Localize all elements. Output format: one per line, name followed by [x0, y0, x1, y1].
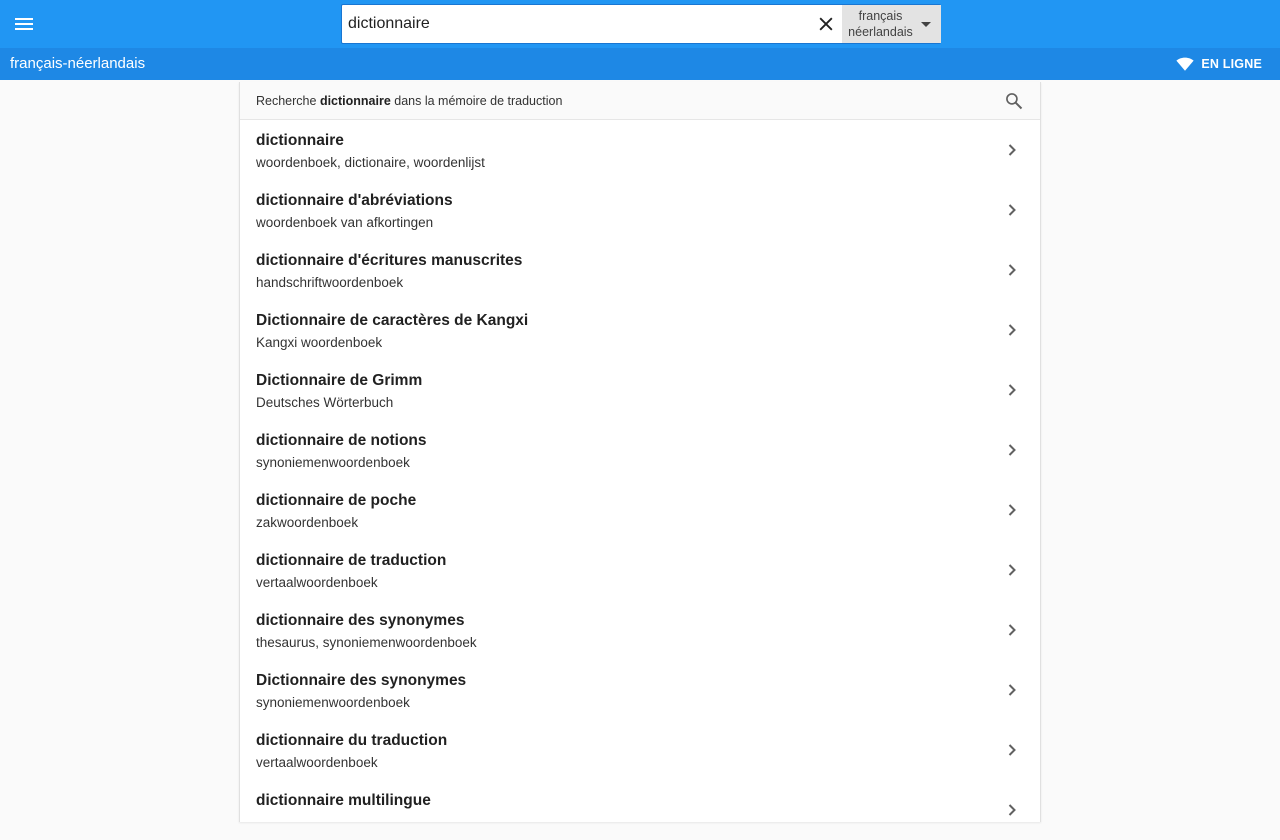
tm-suffix: dans la mémoire de traduction — [394, 94, 563, 108]
chevron-right-icon — [1002, 500, 1022, 520]
translation-memory-search[interactable] — [240, 82, 1040, 120]
chevron-right-icon — [1002, 260, 1022, 280]
tm-term: dictionnaire — [319, 94, 391, 108]
result-translation: Kangxi woordenboek — [256, 335, 383, 350]
result-item[interactable] — [240, 180, 1040, 240]
chevron-right-icon — [1002, 680, 1022, 700]
result-item[interactable] — [240, 420, 1040, 480]
result-item[interactable] — [240, 600, 1040, 660]
chevron-right-icon — [1002, 740, 1022, 760]
menu-icon — [12, 12, 36, 36]
result-translation: synoniemenwoordenboek — [256, 695, 410, 710]
dictionary-bar — [0, 48, 1280, 80]
chevron-right-icon — [1002, 200, 1022, 220]
menu-button[interactable] — [0, 0, 48, 48]
result-term: dictionnaire du traduction — [256, 732, 448, 749]
result-item[interactable] — [240, 660, 1040, 720]
result-term: dictionnaire de poche — [256, 492, 417, 509]
result-term: dictionnaire multilingue — [256, 792, 431, 809]
online-status-label: EN LIGNE — [1201, 57, 1262, 71]
source-language: français — [858, 9, 903, 23]
target-language: néerlandais — [848, 25, 913, 39]
result-term: dictionnaire de traduction — [256, 552, 447, 569]
result-term: dictionnaire d'écritures manuscrites — [256, 252, 523, 269]
clear-search-button[interactable] — [810, 5, 842, 43]
result-item[interactable] — [240, 240, 1040, 300]
chevron-right-icon — [1002, 140, 1022, 160]
result-item[interactable] — [240, 780, 1040, 840]
result-item[interactable] — [240, 540, 1040, 600]
close-icon — [816, 14, 836, 34]
result-term: dictionnaire — [256, 132, 344, 149]
chevron-right-icon — [1002, 320, 1022, 340]
language-pair-select[interactable] — [842, 5, 941, 43]
chevron-right-icon — [1002, 380, 1022, 400]
result-term: dictionnaire de notions — [256, 432, 427, 449]
result-translation: synoniemenwoordenboek — [256, 455, 410, 470]
chevron-right-icon — [1002, 440, 1022, 460]
app-bar — [0, 0, 1280, 48]
wifi-icon — [1176, 55, 1194, 73]
result-term: Dictionnaire de caractères de Kangxi — [256, 312, 529, 329]
dictionary-title: français-néerlandais — [10, 55, 146, 72]
result-item[interactable] — [240, 120, 1040, 180]
result-item[interactable] — [240, 480, 1040, 540]
result-item[interactable] — [240, 360, 1040, 420]
translation-memory-text — [256, 82, 562, 120]
result-term: Dictionnaire des synonymes — [256, 672, 467, 689]
result-term: dictionnaire des synonymes — [256, 612, 465, 629]
results-list — [240, 120, 1040, 840]
result-term: dictionnaire d'abréviations — [256, 192, 453, 209]
chevron-right-icon — [1002, 620, 1022, 640]
caret-down-icon — [921, 22, 931, 27]
result-item[interactable] — [240, 720, 1040, 780]
search-input[interactable] — [342, 5, 810, 43]
result-item[interactable] — [240, 300, 1040, 360]
search-box — [341, 4, 941, 44]
result-translation: woordenboek, dictionaire, woordenlijst — [256, 155, 485, 170]
search-icon — [1004, 91, 1024, 111]
result-translation: thesaurus, synoniemenwoordenboek — [256, 635, 477, 650]
result-translation: vertaalwoordenboek — [256, 575, 378, 590]
chevron-right-icon — [1002, 800, 1022, 820]
results-card — [239, 82, 1041, 822]
result-translation: vertaalwoordenboek — [256, 755, 378, 770]
result-translation: zakwoordenboek — [256, 515, 359, 530]
result-translation: Deutsches Wörterbuch — [256, 395, 394, 410]
online-status[interactable] — [1176, 48, 1262, 80]
result-term: Dictionnaire de Grimm — [256, 372, 423, 389]
tm-prefix: Recherche — [256, 94, 317, 108]
language-pair-label — [842, 8, 919, 40]
result-translation: woordenboek van afkortingen — [256, 215, 434, 230]
chevron-right-icon — [1002, 560, 1022, 580]
result-translation: handschriftwoordenboek — [256, 275, 404, 290]
